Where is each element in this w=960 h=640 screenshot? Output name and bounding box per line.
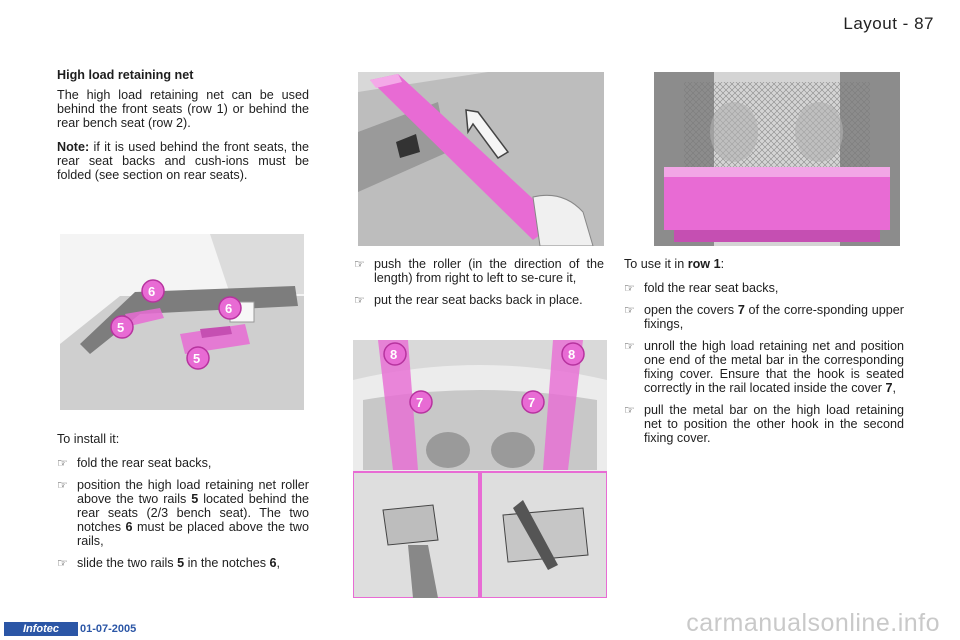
pointing-hand-icon: ☞	[624, 303, 635, 317]
callout-5b: 5	[193, 351, 201, 366]
list-item	[624, 339, 904, 395]
row-1-steps	[624, 281, 904, 445]
list-item	[624, 403, 904, 445]
pointing-hand-icon: ☞	[354, 257, 365, 271]
pointing-hand-icon: ☞	[624, 403, 635, 417]
figure-roller-push	[358, 72, 604, 246]
section-title: Layout	[843, 14, 898, 33]
step-text: position the high load retaining net roller above the two rails 5 located behind the rear seats (2/3 bench seat). The two notches 6 must be placed above the two rails,	[77, 478, 309, 548]
install-heading: To install it:	[57, 432, 120, 446]
figure-rails-notches	[60, 234, 304, 410]
list-item	[624, 281, 904, 295]
step-text: fold the rear seat backs,	[77, 456, 212, 470]
step-text: open the covers 7 of the corre-sponding upper fixings,	[644, 303, 904, 331]
step-text: put the rear seat backs back in place.	[374, 293, 583, 307]
column-3-text	[624, 257, 904, 453]
list-item	[57, 556, 309, 570]
watermark: carmanualsonline.info	[686, 609, 940, 637]
list-item	[354, 293, 604, 307]
callout-5a: 5	[117, 320, 125, 335]
pointing-hand-icon: ☞	[624, 339, 635, 353]
callout-6b: 6	[225, 301, 233, 316]
callout-6a: 6	[148, 284, 156, 299]
callout-7a: 7	[416, 395, 424, 410]
step-text: slide the two rails 5 in the notches 6,	[77, 556, 281, 570]
step-text: pull the metal bar on the high load retaining net to position the other hook in the second fixing cover.	[644, 403, 904, 445]
figure-net-row-1	[654, 72, 900, 246]
pointing-hand-icon: ☞	[57, 478, 68, 492]
list-item	[354, 257, 604, 285]
callout-8b: 8	[568, 347, 576, 362]
callout-7b: 7	[528, 395, 536, 410]
intro-paragraph: The high load retaining net can be used behind the front seats (row 1) or behind the rear bench seat (row 2).	[57, 88, 309, 130]
step-text: fold the rear seat backs,	[644, 281, 779, 295]
pointing-hand-icon: ☞	[354, 293, 365, 307]
pointing-hand-icon: ☞	[57, 456, 68, 470]
column-1-top-text	[57, 68, 309, 192]
page-number: 87	[914, 14, 934, 33]
list-item	[57, 456, 309, 470]
page-header	[843, 14, 934, 34]
infotec-logo: Infotec	[4, 622, 78, 636]
list-item	[624, 303, 904, 331]
column-1-install-text	[57, 432, 309, 578]
install-steps	[57, 456, 309, 570]
header-separator: -	[902, 14, 909, 33]
step-text: push the roller (in the direction of the length) from right to left to se-cure it,	[374, 257, 604, 285]
roller-steps	[354, 257, 604, 307]
figure-upper-fixings	[353, 340, 607, 598]
row-1-intro: To use it in row 1:	[624, 257, 725, 271]
column-2-text	[354, 257, 604, 315]
footer-date: 01-07-2005	[80, 623, 137, 635]
pointing-hand-icon: ☞	[624, 281, 635, 295]
callout-8a: 8	[390, 347, 398, 362]
note-label: Note:	[57, 140, 90, 154]
pointing-hand-icon: ☞	[57, 556, 68, 570]
step-text: unroll the high load retaining net and position one end of the metal bar in the corresponding fixing cover. Ensure that the hook is seated correctly in the rail located inside the cover 7,	[644, 339, 904, 395]
list-item	[57, 478, 309, 548]
note-text: if it is used behind the front seats, the rear seat backs and cush-ions must be folded (see section on rear seats).	[57, 140, 309, 182]
section-heading: High load retaining net	[57, 68, 194, 82]
note-paragraph	[57, 140, 309, 182]
